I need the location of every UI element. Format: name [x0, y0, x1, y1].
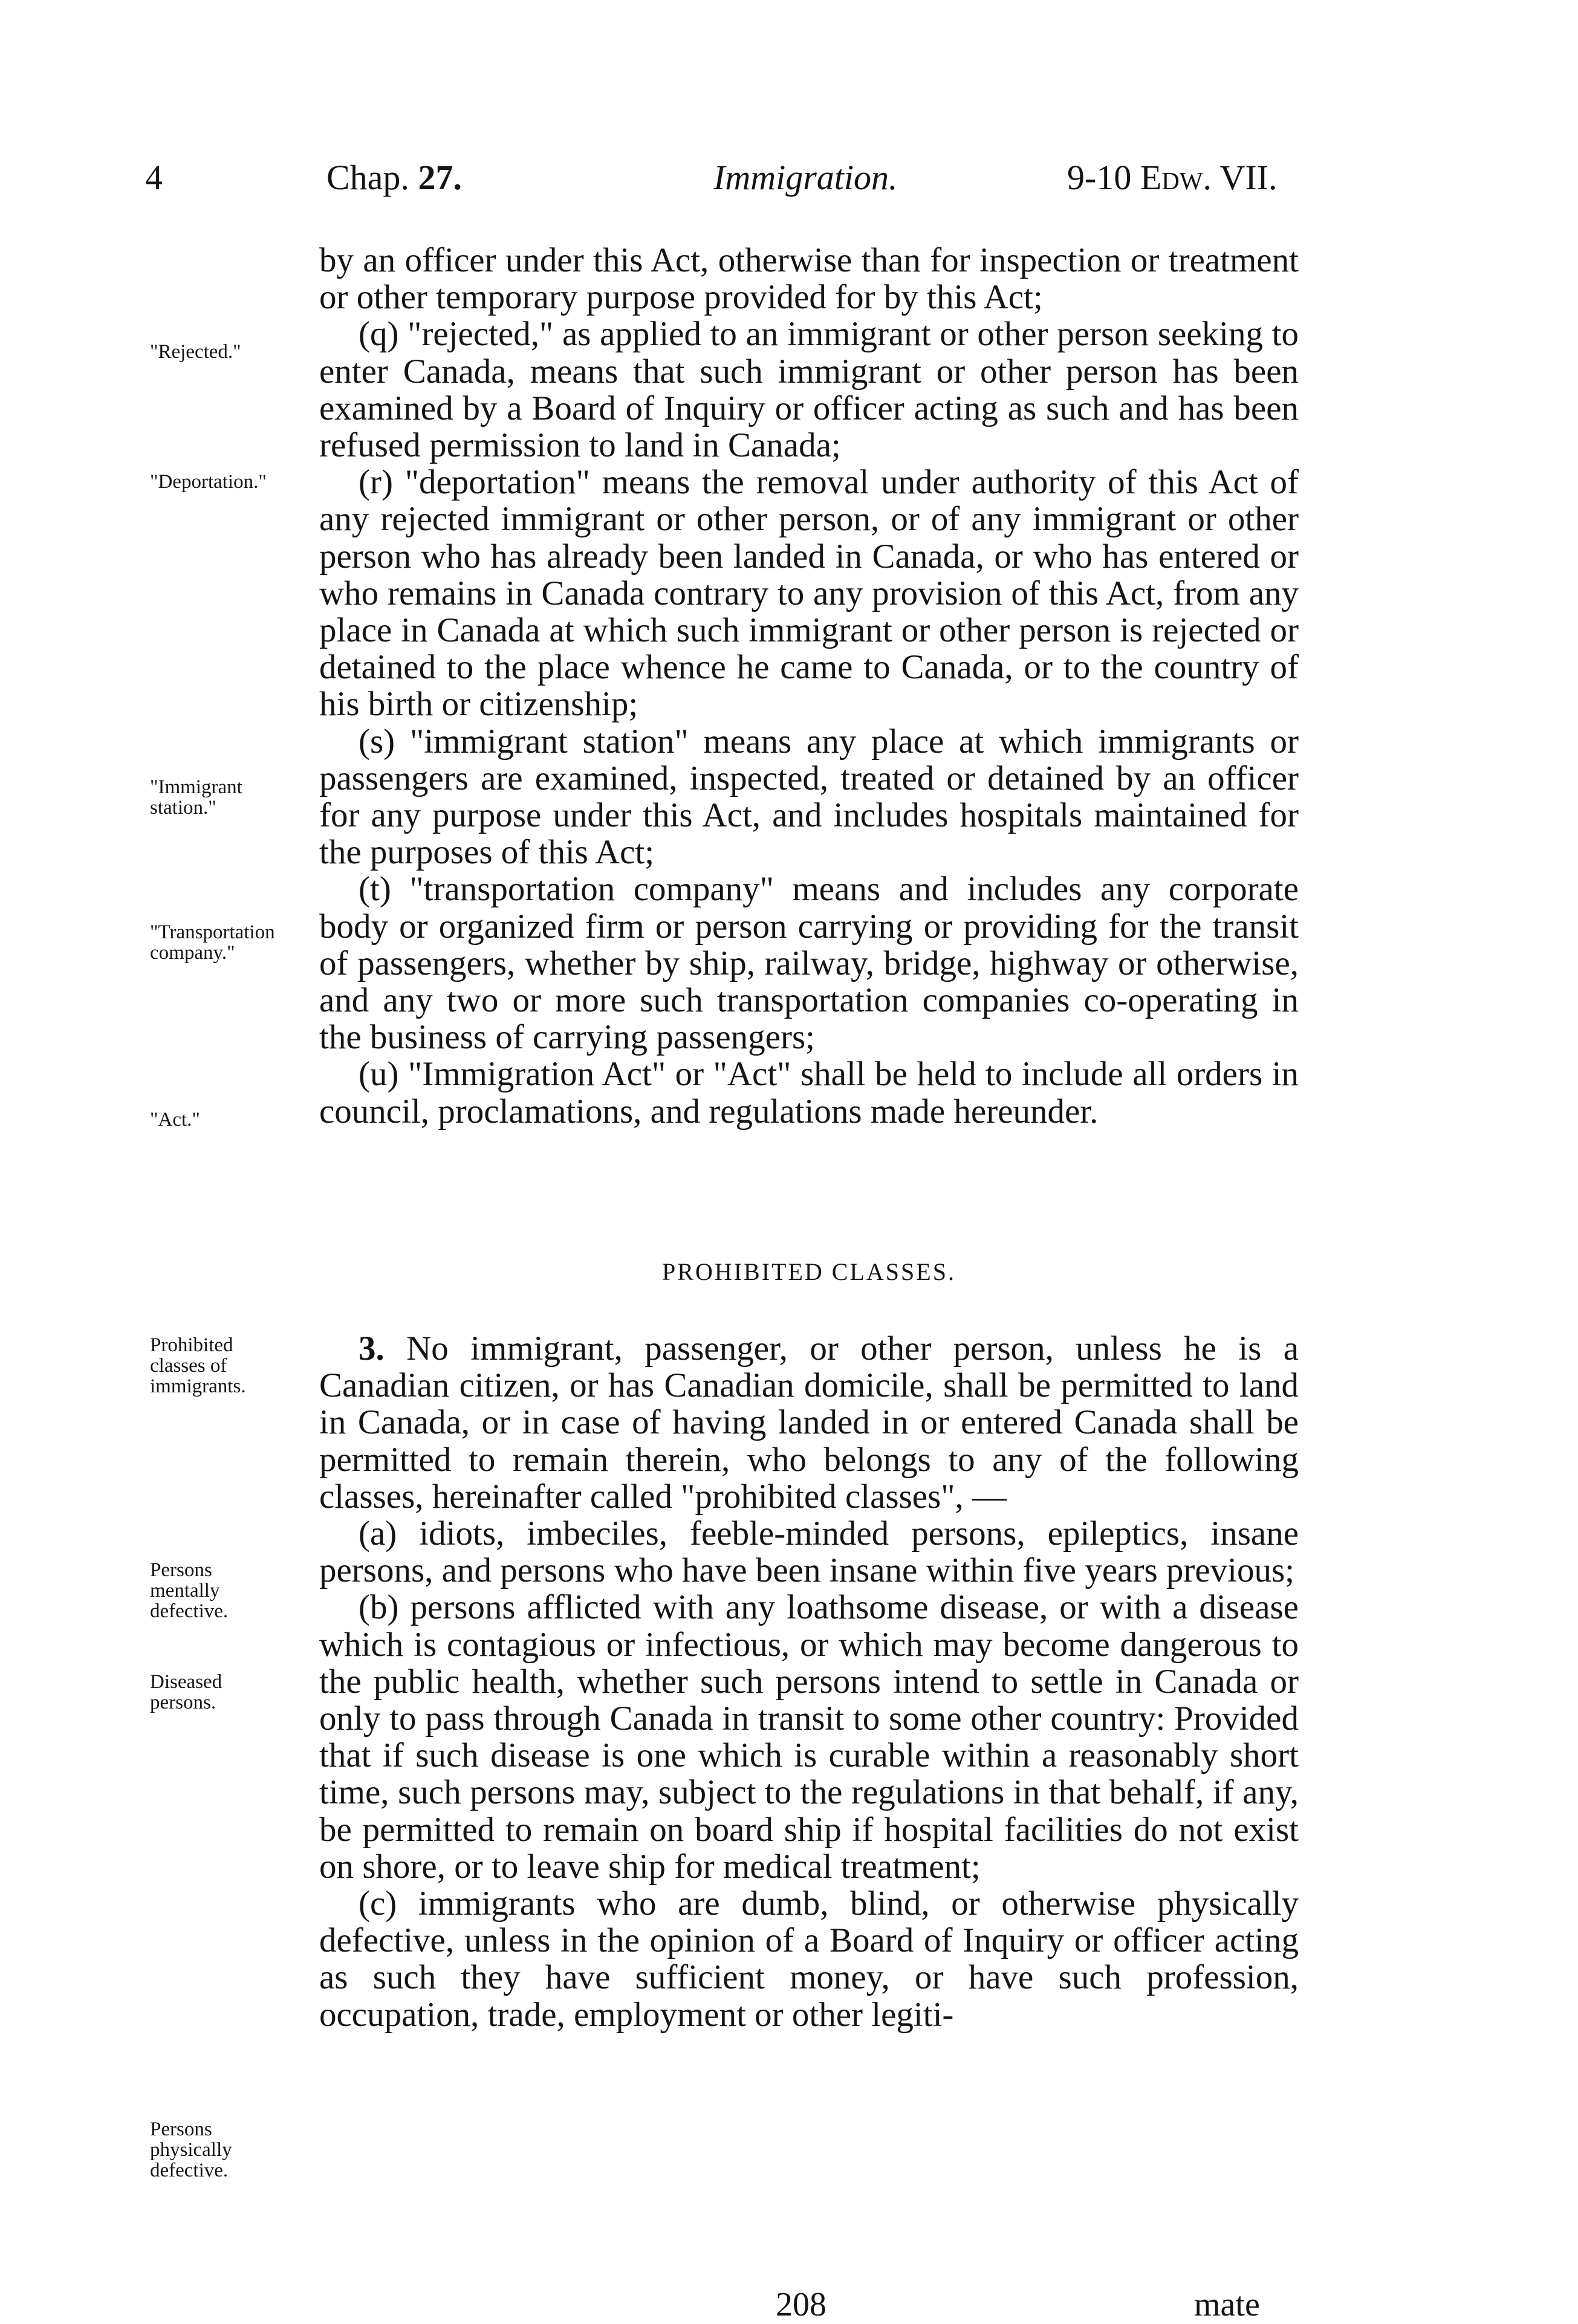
footer-page-number: 208: [776, 2286, 826, 2323]
header-regnal-year: 9-10 Edw. VII.: [1067, 158, 1278, 197]
margin-note-physically-defective: Persons physically defective.: [150, 2118, 232, 2181]
header-title: Immigration.: [713, 158, 898, 197]
margin-note-immigrant-station: "Immigrant station.": [150, 776, 242, 819]
header-chapter-label: Chap.: [326, 158, 409, 197]
margin-note-mentally-defective: Persons mentally defective.: [150, 1559, 229, 1622]
clause-a: (a) idiots, imbeciles, feeble-minded persons, epileptics, insane persons, and persons who have been insane within five years previous;: [319, 1514, 1299, 1590]
clause-c: (c) immigrants who are dumb, blind, or otherwise physically defective, unless in the opinion of a Board of Inquiry or officer acting as such they have sufficient money, or have such profession, occupation, trade, employment or other legiti-: [319, 1884, 1299, 2034]
definition-immigrant-station: (s) "immigrant station" means any place at which immigrants or passengers are examined, inspected, treated or detained by an officer for any purpose under this Act, and includes hospitals maintained for the purposes of this Act;: [319, 722, 1299, 872]
definitions-block: [319, 242, 1299, 1130]
header-page-number: 4: [145, 158, 163, 197]
running-header: [0, 157, 1578, 206]
section-3-block: [319, 1330, 1299, 2033]
margin-note-rejected: "Rejected.": [150, 341, 241, 363]
catchword: mate: [1194, 2286, 1260, 2323]
section-3-intro: [319, 1330, 1299, 1515]
margin-note-deportation: "Deportation.": [150, 471, 267, 493]
margin-note-prohibited-classes: Prohibited classes of immigrants.: [150, 1334, 246, 1397]
definition-rejected: (q) "rejected," as applied to an immigrant or other person seeking to enter Canada, means that such immigrant or other person has been examined by a Board of Inquiry or officer acting as such and has been refused permission to land in Canada;: [319, 315, 1299, 465]
section-intro-text: No immigrant, passenger, or other person, unless he is a Canadian citizen, or has Canadian domicile, shall be permitted to land in Canada, or in case of having landed in or entered Canada shall be permitted to remain therein, who belongs to any of the following classes, hereinafter called "prohibited classes", —: [319, 1329, 1299, 1516]
definition-deportation: (r) "deportation" means the removal under authority of this Act of any rejected immigrant or other person, or of any immigrant or other person who has already been landed in Canada, or who has entered or who remains in Canada contrary to any provision of this Act, from any place in Canada at which such immigrant or other person is rejected or detained to the place whence he came to Canada, or to the country of his birth or citizenship;: [319, 463, 1299, 724]
continuation-paragraph: by an officer under this Act, otherwise than for inspection or treatment or other temporary purpose provided for by this Act;: [319, 241, 1299, 317]
section-number: 3.: [359, 1329, 385, 1368]
margin-note-transportation-company: "Transportation company.": [150, 921, 275, 964]
definition-transportation-company: (t) "transportation company" means and includes any corporate body or organized firm or person carrying or providing for the transit of passengers, whether by ship, railway, bridge, highway or otherwise, and any two or more such transportation companies co-operating in the business of carrying passengers;: [319, 870, 1299, 1057]
clause-b: (b) persons afflicted with any loathsome disease, or with a disease which is contagious or infectious, or which may become dangerous to the public health, whether such persons intend to settle in Canada or only to pass through Canada in transit to some other country: Provided that if such disease is one which is curable within a reasonably short time, such persons may, subject to the regulations in that behalf, if any, be permitted to remain on board ship if hospital facilities do not exist on shore, or to leave ship for medical treatment;: [319, 1588, 1299, 1886]
header-chapter-number: 27.: [418, 158, 462, 197]
definition-act: (u) "Immigration Act" or "Act" shall be held to include all orders in council, proclamations, and regulations made hereunder.: [319, 1055, 1299, 1131]
margin-note-act: "Act.": [150, 1109, 200, 1131]
header-chapter: [326, 157, 462, 198]
section-heading: PROHIBITED CLASSES.: [662, 1258, 956, 1285]
margin-note-diseased-persons: Diseased persons.: [150, 1671, 222, 1713]
